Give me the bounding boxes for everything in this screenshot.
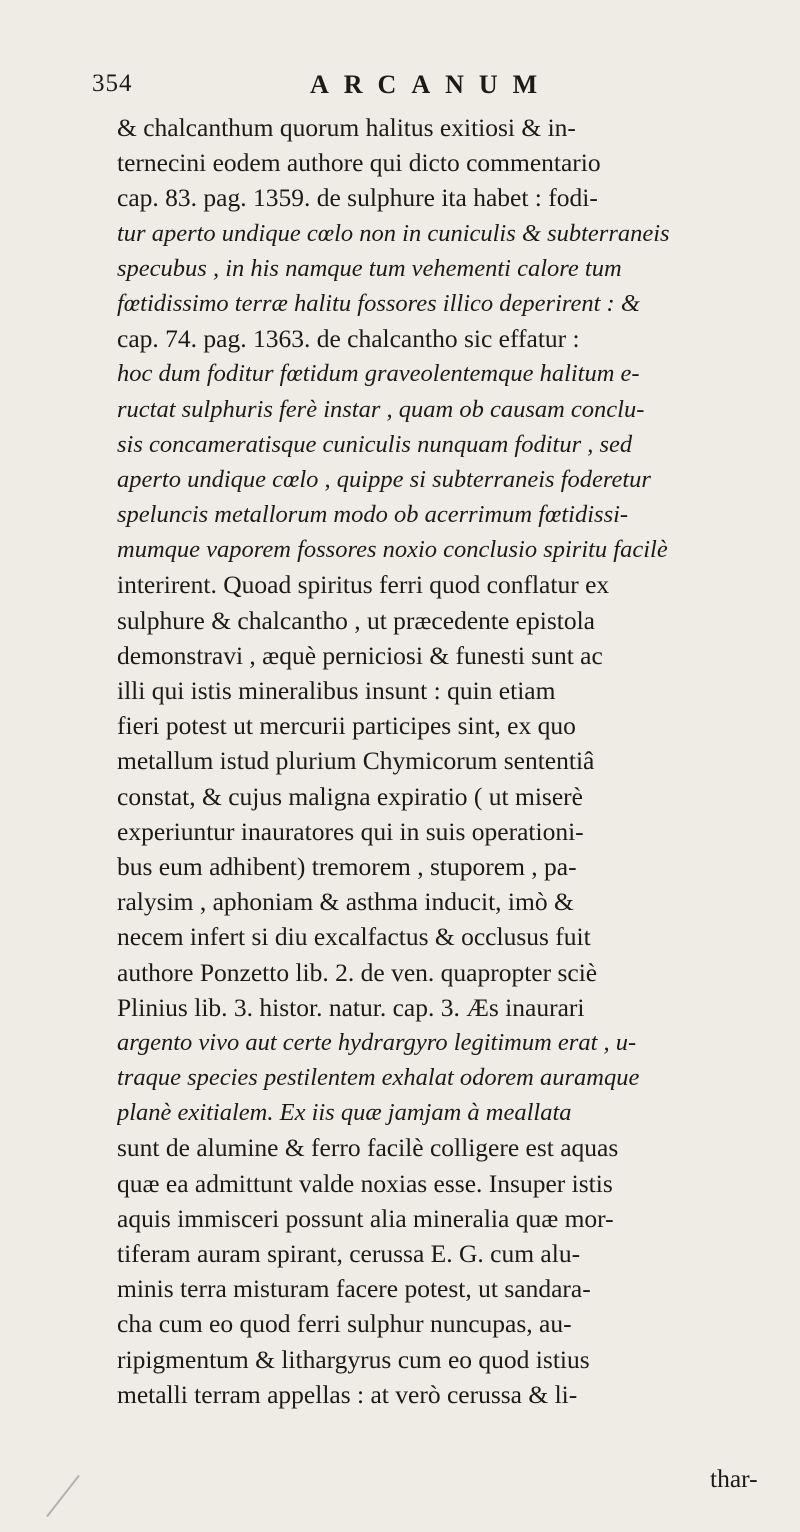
text-line: speluncis metallorum modo ob acerrimum fœtidissi- [117, 501, 629, 529]
text-line: metallum istud plurium Chymicorum sententiâ [117, 746, 595, 776]
running-head: ARCANUM [310, 70, 553, 99]
text-line: Plinius lib. 3. histor. natur. cap. 3. Æs inaurari [117, 992, 585, 1022]
text-line: specubus , in his namque tum vehementi calore tum [117, 254, 622, 282]
text-line: illi qui istis mineralibus insunt : quin etiam [117, 676, 556, 705]
text-line: aperto undique cœlo , quippe si subterraneis foderetur [117, 465, 651, 493]
text-line: necem infert si diu excalfactus & occlusus fuit [117, 922, 591, 952]
text-line: mumque vaporem fossores noxio conclusio spiritu facilè [117, 536, 668, 564]
text-line: cha cum eo quod ferri sulphur nuncupas, au- [117, 1309, 572, 1339]
text-line: fœtidissimo terræ halitu fossores illico deperirent : & [117, 289, 640, 317]
text-line: minis terra misturam facere potest, ut sandara- [117, 1274, 591, 1304]
text-line: sis concameratisque cuniculis nunquam foditur , sed [117, 430, 633, 458]
text-line: argento vivo aut certe hydrargyro legitimum erat , u- [117, 1028, 637, 1056]
text-line: & chalcanthum quorum halitus exitiosi & in- [117, 113, 576, 142]
text-line: cap. 74. pag. 1363. de chalcantho sic effatur : [117, 324, 580, 354]
text-line: aquis immisceri possunt alia mineralia quæ mor- [117, 1203, 614, 1233]
text-line: constat, & cujus maligna expiratio ( ut miserè [117, 781, 583, 811]
text-line: planè exitialem. Ex iis quæ jamjam à meallata [117, 1099, 572, 1127]
text-line: sunt de alumine & ferro facilè colligere est aquas [117, 1133, 619, 1163]
text-line: demonstravi , æquè perniciosi & funesti sunt ac [117, 640, 603, 670]
page-margin-mark [46, 1475, 80, 1517]
text-line: traque species pestilentem exhalat odorem auramque [117, 1064, 640, 1092]
text-line: hoc dum foditur fœtidum graveolentemque halitum e- [117, 360, 640, 388]
text-line: interirent. Quoad spiritus ferri quod conflatur ex [117, 570, 610, 600]
text-line: tiferam auram spirant, cerussa E. G. cum alu- [117, 1239, 581, 1268]
page-header [92, 70, 772, 104]
text-line: tur aperto undique cœlo non in cuniculis & subterraneis [117, 219, 670, 247]
text-line: ternecini eodem authore qui dicto commentario [117, 148, 601, 178]
body-text [117, 110, 797, 1412]
text-line: bus eum adhibent) tremorem , stuporem , pa- [117, 851, 577, 881]
text-line: metalli terram appellas : at verò cerussa & li- [117, 1379, 578, 1409]
text-line: experiuntur inauratores qui in suis operationi- [117, 816, 584, 846]
catchword: thar- [710, 1464, 758, 1493]
page-number: 354 [92, 70, 133, 97]
text-line: quæ ea admittunt valde noxias esse. Insuper istis [117, 1168, 613, 1198]
text-line: sulphure & chalcantho , ut præcedente epistola [117, 605, 595, 635]
text-line: ructat sulphuris ferè instar , quam ob causam conclu- [117, 395, 645, 423]
text-line: authore Ponzetto lib. 2. de ven. quapropter sciè [117, 957, 598, 987]
text-line: ripigmentum & lithargyrus cum eo quod istius [117, 1344, 590, 1374]
text-line: ralysim , aphoniam & asthma inducit, imò & [117, 887, 574, 917]
text-line: cap. 83. pag. 1359. de sulphure ita habet : fodi- [117, 183, 598, 213]
text-line: fieri potest ut mercurii participes sint, ex quo [117, 711, 576, 741]
